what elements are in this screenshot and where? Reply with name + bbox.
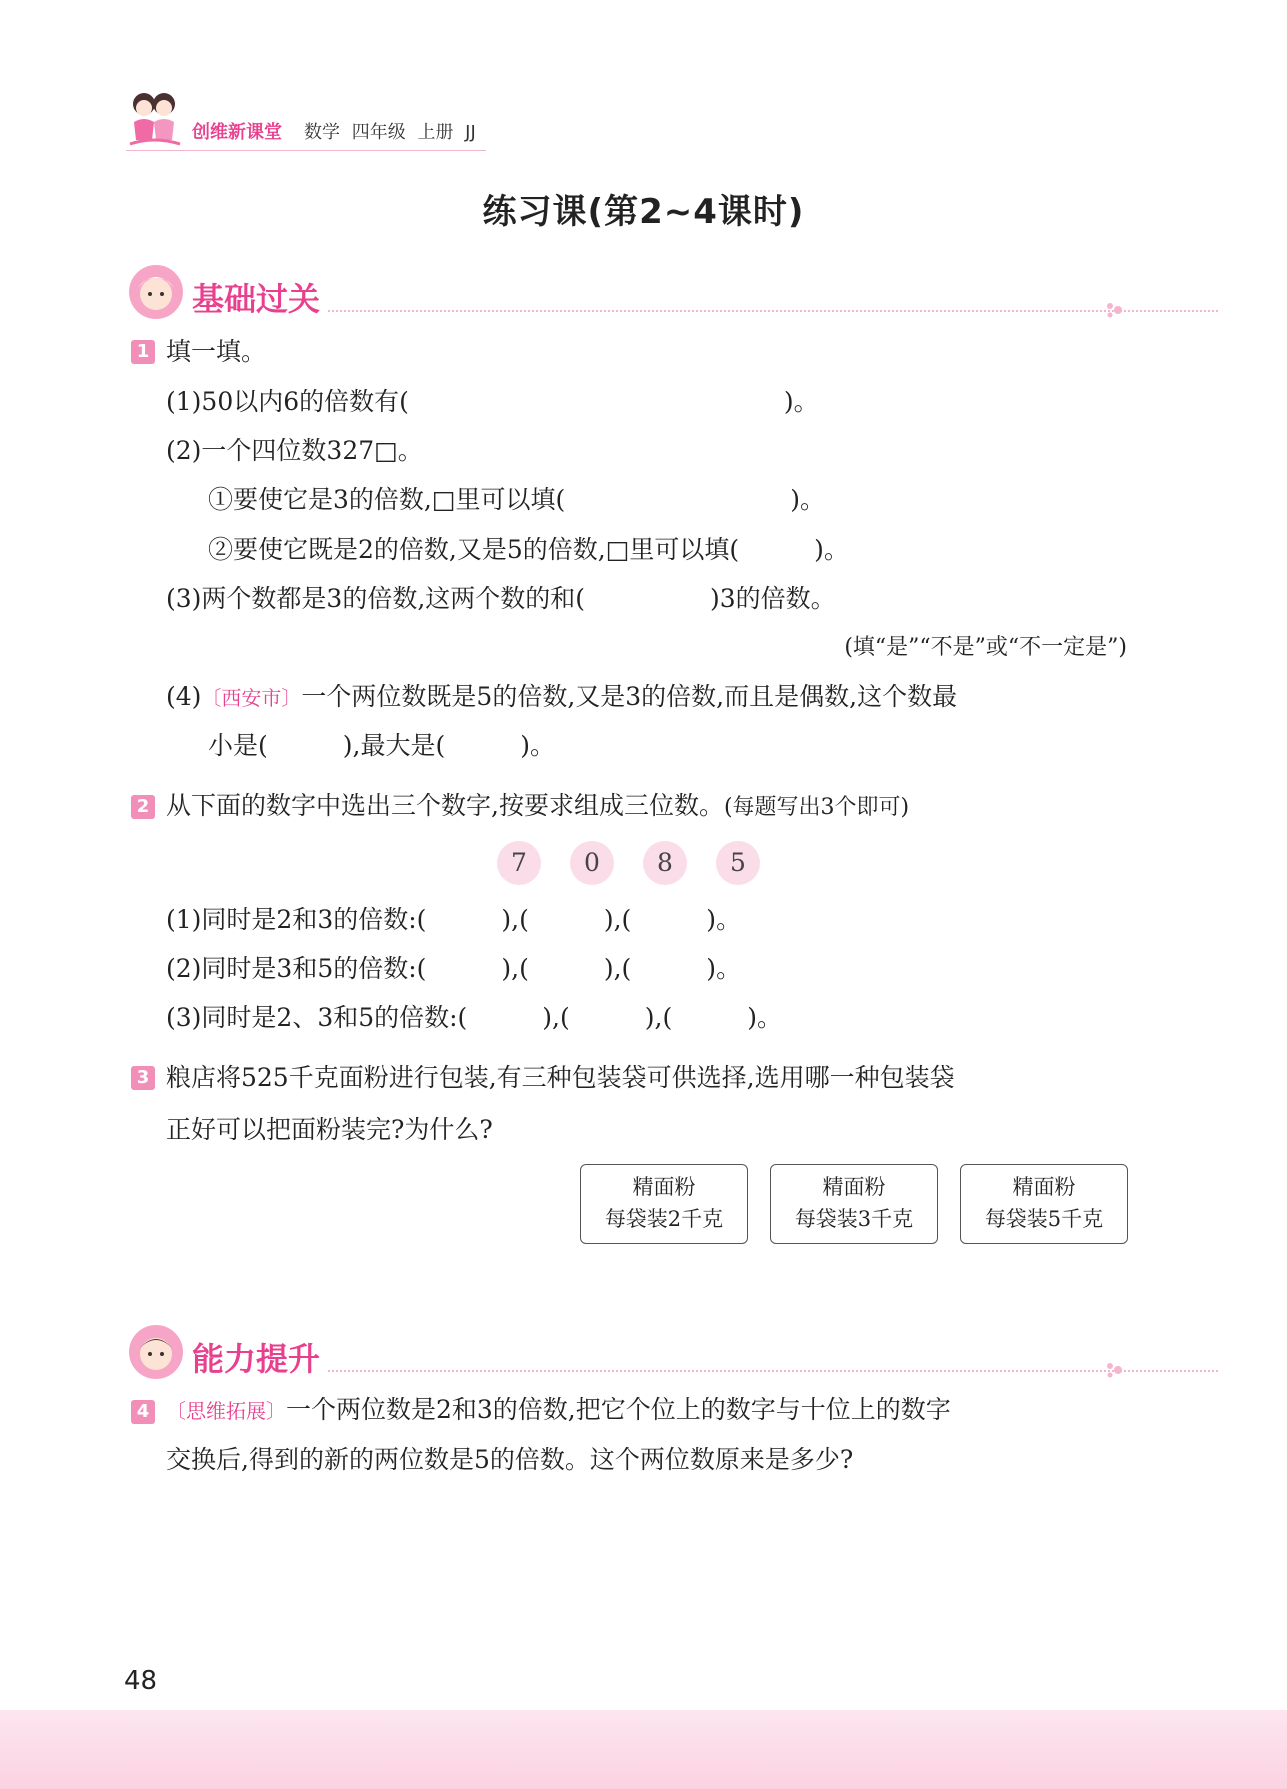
digit-card: 5	[716, 841, 760, 885]
section-header-basic	[128, 264, 1128, 324]
digit-card: 8	[643, 841, 687, 885]
package-name: 精面粉	[1012, 1175, 1076, 1199]
boy-avatar-icon	[128, 1324, 184, 1380]
q3-stem: 粮店将525千克面粉进行包装,有三种包装袋可供选择,选用哪一种包装袋	[166, 1063, 955, 1092]
q1-part2b: ②要使它既是2的倍数,又是5的倍数,□里可以填( )。	[208, 535, 849, 564]
q1-part3: (3)两个数都是3的倍数,这两个数的和( )3的倍数。	[166, 584, 836, 613]
package-option	[960, 1164, 1128, 1244]
q1-part1: (1)50以内6的倍数有( )。	[166, 387, 819, 416]
brand-name: 创维新课堂	[192, 122, 282, 143]
package-weight: 每袋装3千克	[794, 1207, 914, 1231]
q1-part4-cont: 小是( ),最大是( )。	[208, 731, 555, 760]
dots-decoration-icon	[1104, 1362, 1128, 1378]
section-dotted-line	[328, 1370, 1218, 1372]
package-weight: 每袋装2千克	[604, 1207, 724, 1231]
footer-band	[0, 1710, 1287, 1789]
question-number: 3	[131, 1066, 155, 1090]
q1-part4-tag: 〔西安市〕	[201, 686, 302, 710]
q4-tag: 〔思维拓展〕	[166, 1399, 286, 1423]
q2-stem-text: 从下面的数字中选出三个数字,按要求组成三位数。	[166, 791, 724, 820]
subject-label: 数学 四年级 上册 JJ	[304, 122, 476, 143]
q1-part2: (2)一个四位数327□。	[166, 436, 423, 465]
q3-stem-cont: 正好可以把面粉装完?为什么?	[166, 1115, 493, 1144]
package-name: 精面粉	[822, 1175, 886, 1199]
q4-stem-text: 一个两位数是2和3的倍数,把它个位上的数字与十位上的数字	[286, 1395, 951, 1424]
package-weight: 每袋装5千克	[984, 1207, 1104, 1231]
q1-part3-note: (填“是”“不是”或“不一定是”)	[844, 635, 1127, 660]
dots-decoration-icon	[1104, 302, 1128, 318]
q1-part2a: ①要使它是3的倍数,□里可以填( )。	[208, 485, 825, 514]
q1-part4-text: 一个两位数既是5的倍数,又是3的倍数,而且是偶数,这个数最	[301, 682, 958, 711]
question-number: 2	[131, 795, 155, 819]
question-number: 1	[131, 340, 155, 364]
section-title: 基础过关	[192, 280, 321, 318]
girl-avatar-icon	[128, 264, 184, 320]
page-number: 48	[124, 1666, 158, 1696]
q2-stem	[166, 790, 909, 824]
q1-part4-prefix: (4)	[166, 682, 202, 711]
section-header-advanced	[128, 1324, 1128, 1384]
page-title: 练习课(第2~4课时)	[482, 192, 805, 232]
q4-stem	[166, 1394, 951, 1427]
header	[126, 88, 486, 152]
q2-part3: (3)同时是2、3和5的倍数:( ),( ),( )。	[166, 1003, 782, 1032]
q2-part1: (1)同时是2和3的倍数:( ),( ),( )。	[166, 905, 742, 934]
package-option	[580, 1164, 748, 1244]
q2-note: (每题写出3个即可)	[723, 795, 910, 820]
section-title: 能力提升	[192, 1340, 321, 1378]
q4-stem-cont: 交换后,得到的新的两位数是5的倍数。这个两位数原来是多少?	[166, 1445, 854, 1474]
header-divider	[126, 150, 486, 151]
digit-card: 7	[497, 841, 541, 885]
kids-logo-icon	[126, 88, 184, 152]
digit-card: 0	[570, 841, 614, 885]
section-dotted-line	[328, 310, 1218, 312]
package-option	[770, 1164, 938, 1244]
question-number: 4	[131, 1400, 155, 1424]
q1-part4	[166, 681, 957, 714]
q2-part2: (2)同时是3和5的倍数:( ),( ),( )。	[166, 954, 742, 983]
q1-stem: 填一填。	[166, 337, 267, 366]
package-name: 精面粉	[632, 1175, 696, 1199]
